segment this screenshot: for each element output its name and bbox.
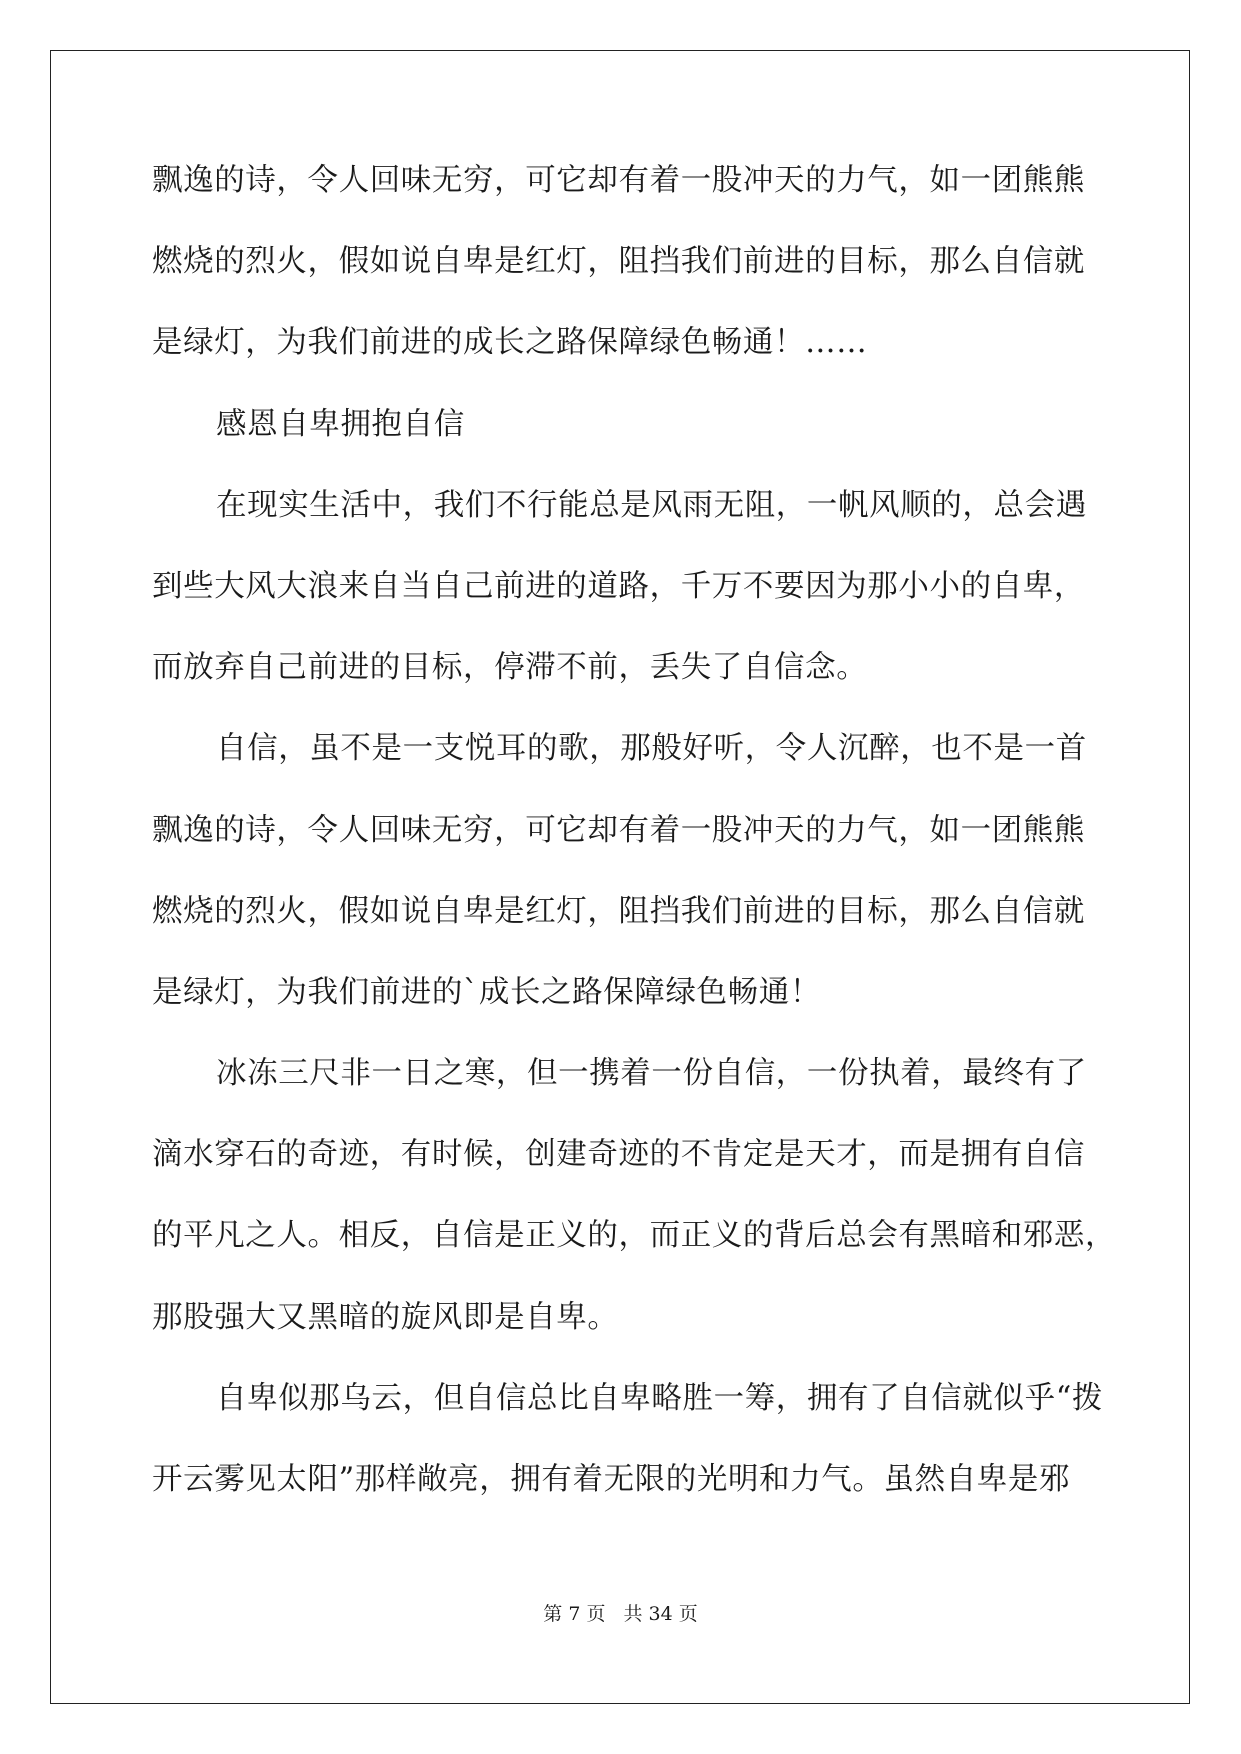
text-line: 那股强大又黑暗的旋风即是自卑。 [152,1299,619,1335]
text-line: 燃烧的烈火，假如说自卑是红灯，阻挡我们前进的目标，那么自信就 [152,244,1085,280]
text-line: 开云雾见太阳”那样敞亮，拥有着无限的光明和力气。虽然自卑是邪 [152,1462,1071,1497]
text-line: 自卑似那乌云，但自信总比自卑略胜一筹，拥有了自信就似乎“拨 [216,1380,1103,1416]
page-footer [0,1599,1241,1626]
text-line: 是绿灯，为我们前进的成长之路保障绿色畅通！…… [152,325,868,361]
text-line: 是绿灯，为我们前进的`成长之路保障绿色畅通！ [152,974,821,1010]
text-line: 在现实生活中，我们不行能总是风雨无阻，一帆风顺的，总会遇 [216,487,1087,523]
text-line: 到些大风大浪来自当自己前进的道路，千万不要因为那小小的自卑， [152,568,1085,604]
text-line: 飘逸的诗，令人回味无穷，可它却有着一股冲天的力气，如一团熊熊 [152,812,1085,848]
page-number: 第 7 页 [543,1603,606,1625]
section-heading: 感恩自卑拥抱自信 [216,406,465,442]
text-line: 的平凡之人。相反，自信是正义的，而正义的背后总会有黑暗和邪恶， [152,1218,1117,1254]
page-total: 共 34 页 [623,1603,698,1625]
text-line: 燃烧的烈火，假如说自卑是红灯，阻挡我们前进的目标，那么自信就 [152,893,1085,929]
text-line: 滴水穿石的奇迹，有时候，创建奇迹的不肯定是天才，而是拥有自信 [152,1137,1085,1173]
text-line: 飘逸的诗，令人回味无穷，可它却有着一股冲天的力气，如一团熊熊 [152,163,1085,198]
text-line: 冰冻三尺非一日之寒，但一携着一份自信，一份执着，最终有了 [216,1056,1087,1092]
text-line: 自信，虽不是一支悦耳的歌，那般好听，令人沉醉，也不是一首 [216,731,1087,767]
document-body [152,161,1117,1541]
text-line: 而放弃自己前进的目标，停滞不前，丢失了自信念。 [152,650,868,686]
